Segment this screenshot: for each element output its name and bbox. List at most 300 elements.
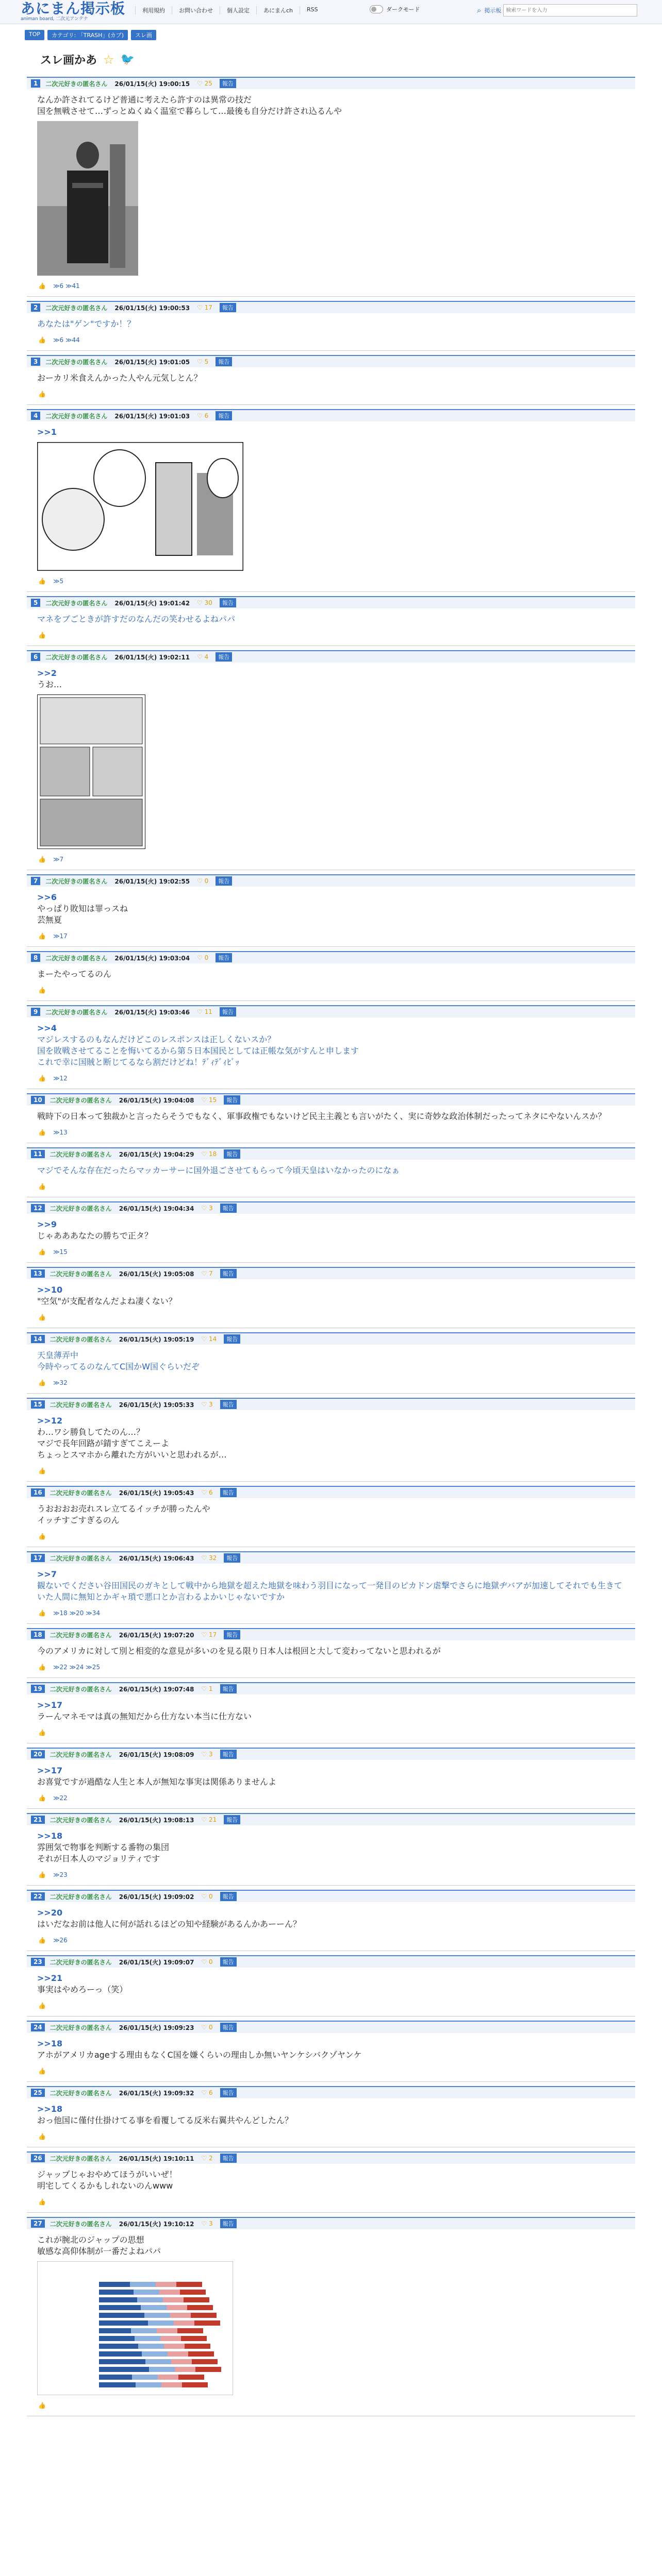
like-count[interactable]: ♡ 3 xyxy=(201,1205,213,1212)
post xyxy=(25,1809,637,1886)
reply-anchor-link[interactable]: >>4 xyxy=(37,1023,57,1033)
thumbs-up-icon[interactable]: 👍 xyxy=(38,2067,46,2075)
reply-links[interactable]: ≫12 xyxy=(53,1075,68,1082)
post-date: 26/01/15(火) 19:10:12 xyxy=(119,2220,194,2228)
reply-links[interactable]: ≫23 xyxy=(53,1871,68,1878)
poster-name: 二次元好きの匿名さん xyxy=(49,2220,112,2228)
post-number[interactable]: 7 xyxy=(31,877,40,885)
poster-name: 二次元好きの匿名さん xyxy=(45,599,108,607)
post-header xyxy=(27,1093,635,1106)
post-footer xyxy=(25,926,637,946)
thumbs-up-icon[interactable]: 👍 xyxy=(38,1937,46,1944)
post-header xyxy=(27,1682,635,1694)
post-text-line: マジレスするのもなんだけどこのレスポンスは正しくないスか？ xyxy=(37,1035,276,1044)
post-text-line: 明宅してくるかもしれないのんwww xyxy=(37,2181,173,2191)
poster-name: 二次元好きの匿名さん xyxy=(45,412,108,420)
search-scope[interactable]: 掲示板 xyxy=(484,7,502,14)
report-button[interactable]: 報告 xyxy=(220,598,236,607)
nav-contact[interactable]: お問い合わせ xyxy=(172,6,220,14)
post xyxy=(25,947,637,1001)
thumbs-up-icon[interactable]: 👍 xyxy=(38,933,46,940)
reply-links[interactable]: ≫22 xyxy=(53,1794,68,1802)
thumbs-up-icon[interactable]: 👍 xyxy=(38,632,46,639)
thumbs-up-icon[interactable]: 👍 xyxy=(38,1248,46,1256)
report-button[interactable]: 報告 xyxy=(220,2023,237,2032)
post-body xyxy=(25,963,637,980)
post-text-line: アホがアメリカageする理由もなくC国を嫌くらいの理由しか無いヤンケシバクゾヤンケ xyxy=(37,2050,362,2060)
report-button[interactable]: 報告 xyxy=(224,1815,240,1824)
post-number[interactable]: 5 xyxy=(31,599,40,607)
search-icon[interactable]: ⌕ xyxy=(477,6,482,15)
like-count[interactable]: ♡ 7 xyxy=(201,1270,213,1277)
thumbs-up-icon[interactable]: 👍 xyxy=(38,391,46,398)
post-date: 26/01/15(火) 19:09:07 xyxy=(119,1958,194,1966)
post-image-photo[interactable] xyxy=(37,121,138,276)
post-number[interactable]: 17 xyxy=(31,1554,45,1562)
post-date: 26/01/15(火) 19:08:09 xyxy=(119,1751,194,1758)
poster-name: 二次元好きの匿名さん xyxy=(45,877,108,885)
poster-name: 二次元好きの匿名さん xyxy=(49,1489,112,1497)
nav-settings[interactable]: 個人設定 xyxy=(220,6,256,14)
poster-name: 二次元好きの匿名さん xyxy=(49,2089,112,2097)
search-bar xyxy=(477,4,637,16)
reply-anchor-link[interactable]: >>7 xyxy=(37,1569,57,1579)
reply-links[interactable]: ≫6 ≫44 xyxy=(53,336,80,344)
nav-terms[interactable]: 利用規約 xyxy=(135,6,172,14)
post-image-manga1[interactable] xyxy=(37,442,243,571)
post-date: 26/01/15(火) 19:01:03 xyxy=(114,412,190,420)
post xyxy=(25,1547,637,1624)
post-header xyxy=(27,650,635,663)
thumbs-up-icon[interactable]: 👍 xyxy=(38,1533,46,1540)
breadcrumb-top[interactable]: TOP xyxy=(25,30,44,40)
post-footer xyxy=(25,1526,637,1547)
post-header xyxy=(27,2217,635,2229)
manga-panel xyxy=(37,442,243,571)
post-text-line: これで幸に国賊と断じてるなら割だけどね！ﾃﾞｨﾃﾞｨﾋﾞｯ xyxy=(37,1057,240,1067)
post-footer xyxy=(25,1865,637,1885)
survey-chart-image xyxy=(37,2261,233,2395)
post-text-line: お喜覚ですが過酷な人生と本人が無知な事実は関係ありませんよ xyxy=(37,1777,277,1787)
post-number[interactable]: 6 xyxy=(31,653,40,661)
breadcrumb-category[interactable]: カテゴリ: 「TRASH」(カブ) xyxy=(47,30,128,40)
site-header xyxy=(0,0,662,24)
site-logo[interactable] xyxy=(21,1,125,22)
poster-name: 二次元好きの匿名さん xyxy=(45,954,108,962)
like-count[interactable]: ♡ 17 xyxy=(201,1631,217,1638)
post-body xyxy=(25,1825,637,1865)
report-button[interactable]: 報告 xyxy=(224,1630,240,1639)
post xyxy=(25,2147,637,2213)
dark-mode-toggle[interactable] xyxy=(370,5,420,13)
post-header xyxy=(27,1813,635,1825)
post-text-line: 敏感な高仰体制が一番だよねパパ xyxy=(37,2246,161,2256)
post-text-line: じゃあああなたの勝ちで正タ？ xyxy=(37,1231,153,1241)
reply-anchor-link[interactable]: >>9 xyxy=(37,1219,57,1229)
post-footer xyxy=(25,1930,637,1951)
post-body xyxy=(25,1968,637,1995)
post-body xyxy=(25,887,637,926)
post-body xyxy=(25,2164,637,2192)
post-header xyxy=(27,2021,635,2033)
reply-anchor-link[interactable]: >>18 xyxy=(37,2039,63,2048)
reply-links[interactable]: ≫26 xyxy=(53,1937,68,1944)
post xyxy=(25,2016,637,2082)
post-text-line: "空気"が支配者なんだよね凄くない？ xyxy=(37,1296,177,1306)
post-footer xyxy=(25,1307,637,1328)
post-header xyxy=(27,1005,635,1018)
post-text-line: わ…ワシ勝負してたのん…？ xyxy=(37,1427,145,1437)
like-count[interactable]: ♡ 0 xyxy=(201,1958,213,1965)
logo-title: あにまん掲示板 xyxy=(21,0,126,17)
post xyxy=(25,1328,637,1394)
poster-name: 二次元好きの匿名さん xyxy=(49,1893,112,1901)
post-header xyxy=(27,1267,635,1279)
report-button[interactable]: 報告 xyxy=(220,2154,237,2163)
report-button[interactable]: 報告 xyxy=(220,1957,237,1967)
post-number[interactable]: 15 xyxy=(31,1400,45,1409)
report-button[interactable]: 報告 xyxy=(220,1684,237,1693)
poster-name: 二次元好きの匿名さん xyxy=(49,2024,112,2031)
like-count[interactable]: ♡ 6 xyxy=(201,2089,213,2096)
post-date: 26/01/15(火) 19:04:34 xyxy=(119,1205,194,1212)
post-number[interactable]: 12 xyxy=(31,1204,45,1212)
poster-name: 二次元好きの匿名さん xyxy=(49,1751,112,1758)
post-text-line: それが日本人のマジョリティです xyxy=(37,1854,160,1863)
post-number[interactable]: 16 xyxy=(31,1488,45,1497)
post-body xyxy=(25,1279,637,1307)
post-footer xyxy=(25,1995,637,2016)
thumbs-up-icon[interactable]: 👍 xyxy=(38,2402,46,2409)
post-number[interactable]: 3 xyxy=(31,358,40,366)
post-body xyxy=(25,2229,637,2257)
like-count[interactable]: ♡ 21 xyxy=(201,1816,217,1823)
poster-name: 二次元好きの匿名さん xyxy=(45,80,108,88)
post-text-line: 雰囲気で物事を判断する番物の集団 xyxy=(37,1842,170,1852)
post-header xyxy=(27,1955,635,1968)
report-button[interactable]: 報告 xyxy=(216,411,232,420)
search-input[interactable] xyxy=(503,4,637,16)
reply-anchor-link[interactable]: >>1 xyxy=(37,427,57,437)
post-footer xyxy=(25,2395,637,2416)
post xyxy=(25,1951,637,2016)
like-count[interactable]: ♡ 0 xyxy=(197,877,209,885)
like-count[interactable]: ♡ 32 xyxy=(201,1554,217,1562)
reply-links[interactable]: ≫18 ≫20 ≫34 xyxy=(53,1609,101,1617)
post-number[interactable]: 21 xyxy=(31,1816,45,1824)
reply-anchor-link[interactable]: >>17 xyxy=(37,1766,63,1775)
post-text-line: うお… xyxy=(37,680,62,689)
report-button[interactable]: 報告 xyxy=(224,1095,240,1105)
post-number[interactable]: 1 xyxy=(31,79,40,88)
thread-header xyxy=(40,52,637,67)
like-count[interactable]: ♡ 0 xyxy=(201,2024,213,2031)
post-number[interactable]: 4 xyxy=(31,412,40,420)
post-footer xyxy=(25,1788,637,1808)
post xyxy=(25,2213,637,2416)
thumbs-up-icon[interactable]: 👍 xyxy=(38,282,46,290)
report-button[interactable]: 報告 xyxy=(220,1488,237,1497)
thumbs-up-icon[interactable]: 👍 xyxy=(38,1314,46,1321)
thread-title: スレ画かあ xyxy=(40,54,97,67)
post-header xyxy=(27,874,635,887)
twitter-icon[interactable]: 🐦 xyxy=(120,53,135,66)
reply-links[interactable]: ≫32 xyxy=(53,1379,68,1386)
post xyxy=(25,1394,637,1482)
reply-links[interactable]: ≫15 xyxy=(53,1248,68,1256)
post-number[interactable]: 11 xyxy=(31,1150,45,1158)
post-number[interactable]: 13 xyxy=(31,1269,45,1278)
post-date: 26/01/15(火) 19:10:11 xyxy=(119,2155,194,2162)
post-footer xyxy=(25,1122,637,1143)
like-count[interactable]: ♡ 0 xyxy=(197,954,209,961)
thumbs-up-icon[interactable]: 👍 xyxy=(38,2133,46,2140)
portrait-photo xyxy=(37,121,138,276)
report-button[interactable]: 報告 xyxy=(216,357,232,366)
thumbs-up-icon[interactable]: 👍 xyxy=(38,1664,46,1671)
post-date: 26/01/15(火) 19:00:15 xyxy=(114,80,190,88)
post xyxy=(25,1678,637,1743)
like-count[interactable]: ♡ 6 xyxy=(197,412,209,419)
reply-anchor-link[interactable]: >>10 xyxy=(37,1285,63,1295)
post-text-line: マジで長年回路が錆すぎてこえーよ xyxy=(37,1438,170,1448)
post xyxy=(25,646,637,870)
post-number[interactable]: 10 xyxy=(31,1096,45,1104)
post xyxy=(25,592,637,646)
post-text-line: 天皇薄弄中 xyxy=(37,1350,79,1360)
post-date: 26/01/15(火) 19:07:48 xyxy=(119,1685,194,1693)
poster-name: 二次元好きの匿名さん xyxy=(49,1096,112,1104)
poster-name: 二次元好きの匿名さん xyxy=(49,1958,112,1966)
post-text-line: イッチすごすぎるのん xyxy=(37,1515,120,1525)
logo-subtitle: animan board, 二次元アンテナ xyxy=(21,16,88,22)
breadcrumb-thread[interactable]: スレ画 xyxy=(131,30,156,40)
post-header xyxy=(27,1748,635,1760)
report-button[interactable]: 報告 xyxy=(220,1269,237,1278)
report-button[interactable]: 報告 xyxy=(224,1553,240,1563)
post-date: 26/01/15(火) 19:08:13 xyxy=(119,1816,194,1824)
report-button[interactable]: 報告 xyxy=(220,79,236,88)
like-count[interactable]: ♡ 2 xyxy=(201,2155,213,2162)
post-body xyxy=(25,1160,637,1176)
reply-anchor-link[interactable]: >>2 xyxy=(37,668,57,678)
report-button[interactable]: 報告 xyxy=(220,1750,237,1759)
header-nav xyxy=(135,6,325,14)
post-date: 26/01/15(火) 19:04:29 xyxy=(119,1150,194,1158)
thumbs-up-icon[interactable]: 👍 xyxy=(38,336,46,344)
post xyxy=(25,1197,637,1263)
like-count[interactable]: ♡ 15 xyxy=(201,1096,217,1104)
report-button[interactable]: 報告 xyxy=(220,303,236,312)
reply-links[interactable]: ≫7 xyxy=(53,856,64,863)
post xyxy=(25,73,637,297)
reply-anchor-link[interactable]: >>12 xyxy=(37,1416,63,1426)
report-button[interactable]: 報告 xyxy=(216,652,232,662)
report-button[interactable]: 報告 xyxy=(224,1149,240,1159)
post-date: 26/01/15(火) 19:09:02 xyxy=(119,1893,194,1901)
thumbs-up-icon[interactable]: 👍 xyxy=(38,2198,46,2206)
like-count[interactable]: ♡ 17 xyxy=(197,304,212,311)
report-button[interactable]: 報告 xyxy=(216,953,232,962)
post-body xyxy=(25,1106,637,1122)
post-header xyxy=(27,1147,635,1160)
thumbs-up-icon[interactable]: 👍 xyxy=(38,1871,46,1878)
like-count[interactable]: ♡ 5 xyxy=(197,358,209,365)
post-header xyxy=(27,596,635,608)
dark-mode-label: ダークモード xyxy=(386,6,420,13)
like-count[interactable]: ♡ 3 xyxy=(201,1401,213,1408)
post-body xyxy=(25,367,637,384)
post-text-line: おっ他国に僅付仕掛けてる事を看覆してる反米右翼共やんどしたん？ xyxy=(37,2115,293,2125)
report-button[interactable]: 報告 xyxy=(224,1334,240,1344)
thumbs-up-icon[interactable]: 👍 xyxy=(38,987,46,994)
reply-links[interactable]: ≫5 xyxy=(53,578,64,585)
nav-rss[interactable]: RSS xyxy=(300,6,325,14)
post-header xyxy=(27,1890,635,1902)
reply-anchor-link[interactable]: >>17 xyxy=(37,1700,63,1710)
like-count[interactable]: ♡ 6 xyxy=(201,1489,213,1496)
poster-name: 二次元好きの匿名さん xyxy=(49,1816,112,1824)
thumbs-up-icon[interactable]: 👍 xyxy=(38,1467,46,1475)
post-number[interactable]: 9 xyxy=(31,1008,40,1016)
thumbs-up-icon[interactable]: 👍 xyxy=(38,1609,46,1617)
like-count[interactable]: ♡ 18 xyxy=(201,1150,217,1158)
post-text-line: ラーんマネモマは真の無知だから仕方ない本当に仕方ない xyxy=(37,1711,252,1721)
poster-name: 二次元好きの匿名さん xyxy=(49,1205,112,1212)
post-body xyxy=(25,421,637,438)
toggle-switch[interactable] xyxy=(370,5,383,13)
thumbs-up-icon[interactable]: 👍 xyxy=(38,1729,46,1736)
post-body xyxy=(25,1694,637,1722)
thumbs-up-icon[interactable]: 👍 xyxy=(38,1183,46,1190)
report-button[interactable]: 報告 xyxy=(220,1204,237,1213)
post-footer xyxy=(25,1372,637,1393)
post-number[interactable]: 25 xyxy=(31,2089,45,2097)
report-button[interactable]: 報告 xyxy=(220,1892,237,1901)
like-count[interactable]: ♡ 11 xyxy=(197,1008,212,1015)
post-header xyxy=(27,1201,635,1214)
star-icon[interactable]: ☆ xyxy=(103,52,114,67)
post-body xyxy=(25,1564,637,1603)
post-date: 26/01/15(火) 19:05:33 xyxy=(119,1401,194,1409)
post-number[interactable]: 19 xyxy=(31,1685,45,1693)
poster-name: 二次元好きの匿名さん xyxy=(49,1335,112,1343)
post-header xyxy=(27,355,635,367)
like-count[interactable]: ♡ 3 xyxy=(201,1751,213,1758)
post-number[interactable]: 18 xyxy=(31,1631,45,1639)
post-image-manga2[interactable] xyxy=(37,694,145,849)
post-body xyxy=(25,1345,637,1372)
report-button[interactable]: 報告 xyxy=(220,2088,237,2097)
thumbs-up-icon[interactable]: 👍 xyxy=(38,856,46,863)
reply-anchor-link[interactable]: >>6 xyxy=(37,892,57,902)
post-date: 26/01/15(火) 19:05:43 xyxy=(119,1489,194,1497)
reply-anchor-link[interactable]: >>20 xyxy=(37,1908,63,1918)
post-footer xyxy=(25,2061,637,2081)
report-button[interactable]: 報告 xyxy=(220,2219,237,2228)
like-count[interactable]: ♡ 14 xyxy=(201,1335,217,1343)
post-date: 26/01/15(火) 19:09:32 xyxy=(119,2089,194,2097)
post xyxy=(25,405,637,592)
poster-name: 二次元好きの匿名さん xyxy=(49,1685,112,1693)
breadcrumb xyxy=(25,30,156,40)
post-text-line: うおおおお売れスレ立てるイッチが勝ったんや xyxy=(37,1504,210,1514)
post-header xyxy=(27,409,635,421)
thumbs-up-icon[interactable]: 👍 xyxy=(38,2002,46,2009)
reply-links[interactable]: ≫22 ≫24 ≫25 xyxy=(53,1664,101,1671)
reply-links[interactable]: ≫6 ≫41 xyxy=(53,282,80,290)
thumbs-up-icon[interactable]: 👍 xyxy=(38,1129,46,1136)
post-footer xyxy=(25,571,637,591)
post-number[interactable]: 2 xyxy=(31,303,40,312)
poster-name: 二次元好きの匿名さん xyxy=(45,304,108,312)
post-footer xyxy=(25,384,637,404)
post-number[interactable]: 23 xyxy=(31,1958,45,1966)
post xyxy=(25,2082,637,2147)
like-count[interactable]: ♡ 0 xyxy=(201,1893,213,1900)
thumbs-up-icon[interactable]: 👍 xyxy=(38,578,46,585)
post-header xyxy=(27,2086,635,2098)
post-text-line: 戦時下の日本って独裁かと言ったらそうでもなく、軍事政権でもないけど民主主義とも言いがたく、実に奇妙な政治体制だったってネタにやないんスか？ xyxy=(37,1111,606,1121)
like-count[interactable]: ♡ 3 xyxy=(201,2220,213,2227)
post-text-line: ジャップじゃおやめてほうがいいぜ！ xyxy=(37,2170,177,2179)
like-count[interactable]: ♡ 4 xyxy=(197,653,209,660)
post-date: 26/01/15(火) 19:02:55 xyxy=(114,877,190,885)
post-date: 26/01/15(火) 19:05:19 xyxy=(119,1335,194,1343)
like-count[interactable]: ♡ 1 xyxy=(201,1685,213,1692)
post-footer xyxy=(25,980,637,1001)
post-header xyxy=(27,301,635,313)
thumbs-up-icon[interactable]: 👍 xyxy=(38,1075,46,1082)
post xyxy=(25,1001,637,1089)
post-body xyxy=(25,313,637,330)
post-date: 26/01/15(火) 19:05:08 xyxy=(119,1270,194,1278)
post-body xyxy=(25,1018,637,1068)
post-number[interactable]: 22 xyxy=(31,1892,45,1901)
reply-anchor-link[interactable]: >>21 xyxy=(37,1973,63,1983)
post-number[interactable]: 27 xyxy=(31,2219,45,2228)
poster-name: 二次元好きの匿名さん xyxy=(45,653,108,661)
post-header xyxy=(27,1486,635,1498)
post-number[interactable]: 24 xyxy=(31,2023,45,2031)
reply-anchor-link[interactable]: >>18 xyxy=(37,2104,63,2114)
post-image-chart[interactable] xyxy=(37,2261,233,2395)
post-text-line: マジでそんな存在だったらマッカーサーに国外退ごさせてもらって今頃天皇はいなかったのになぁ xyxy=(37,1165,400,1175)
reply-anchor-link[interactable]: >>18 xyxy=(37,1831,63,1841)
thumbs-up-icon[interactable]: 👍 xyxy=(38,1794,46,1802)
post-date: 26/01/15(火) 19:09:23 xyxy=(119,2024,194,2031)
post-footer xyxy=(25,625,637,646)
post-number[interactable]: 26 xyxy=(31,2154,45,2162)
poster-name: 二次元好きの匿名さん xyxy=(45,1008,108,1016)
post-number[interactable]: 14 xyxy=(31,1335,45,1343)
post-number[interactable]: 20 xyxy=(31,1750,45,1758)
post-date: 26/01/15(火) 19:01:05 xyxy=(114,358,190,366)
report-button[interactable]: 報告 xyxy=(220,1007,236,1016)
post-body xyxy=(25,2033,637,2061)
post-number[interactable]: 8 xyxy=(31,954,40,962)
like-count[interactable]: ♡ 25 xyxy=(197,80,212,87)
like-count[interactable]: ♡ 30 xyxy=(197,599,212,606)
thumbs-up-icon[interactable]: 👍 xyxy=(38,1379,46,1386)
report-button[interactable]: 報告 xyxy=(220,1400,237,1409)
reply-links[interactable]: ≫17 xyxy=(53,933,68,940)
post-body xyxy=(25,2098,637,2126)
reply-links[interactable]: ≫13 xyxy=(53,1129,68,1136)
manga-page xyxy=(37,694,145,849)
report-button[interactable]: 報告 xyxy=(216,876,232,886)
nav-animanch[interactable]: あにまんch xyxy=(256,6,300,14)
